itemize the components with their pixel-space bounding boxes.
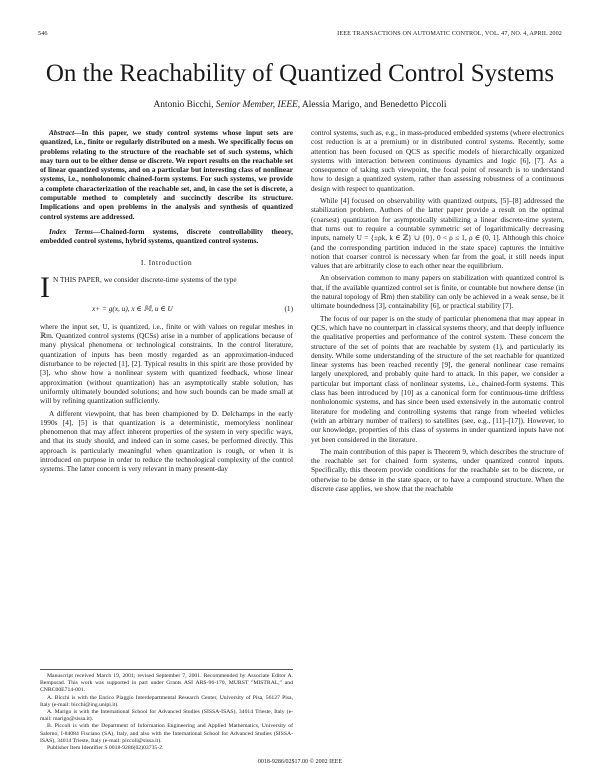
paragraph-while: While [4] focused on observability with quantized outputs, [5]–[8] addressed the stabilization problem. Authors of the latter paper provide a result on the optimal (coarsest) quantization for asymptotically stabilizing a linear discrete-time system, that turns out to require a countable symmetric set of logarithmically decreasing inputs, namely U = {±ρk, k ∈ ℤ} ∪ {0}, 0 < ρ ≤ 1, ρ ∈ (0, 1]. Although this choice (and the corresponding partition induced in the state space) captures the intuitive notion that coarser control is necessary when far from the goal, it still needs input values that are arbitrarily close to each other near the equilibrium. bbox=[311, 196, 564, 271]
abstract bbox=[40, 128, 293, 221]
footnotes bbox=[40, 669, 293, 752]
footnote-marigo: A. Marigo is with the International School for Advanced Studies (SISSA-ISAS), 34014 Trieste, Italy (e-mail: marigo@sissa.it). bbox=[40, 709, 293, 723]
abstract-label: Abstract bbox=[49, 128, 75, 137]
copyright-line: 0018-9286/02$17.00 © 2002 IEEE bbox=[257, 759, 343, 765]
paragraph-main-contribution: The main contribution of this paper is Theorem 9, which describes the structure of the reachable set for chained form systems, under quantized control inputs. Specifically, this theorem provide conditions for the reachable set to be discrete, or otherwise to be dense in the state space, or to have a compound structure. When the discrete case applies, we show that the reachable bbox=[311, 446, 564, 493]
authors-membership: Senior Member, IEEE bbox=[215, 100, 298, 110]
footnote-bicchi: A. Bicchi is with the Enrico Piaggio Interdepartmental Research Center, University of Pisa, 56127 Pisa, Italy (e-mail: bicchi@ing.unipi.it). bbox=[40, 694, 293, 708]
paragraph-focus: The focus of our paper is on the study of particular phenomena that may appear in QCS, which have no counterpart in classical systems theory, and that deeply influence the qualitative properties and performance of the control system. These concern the structure of the set of points that are reachable by system (1), and particularly its density. While some understanding of the structure of the set reachable for quantized linear systems has been reached recently [9], the general nonlinear case remains largely unexplored, and probably quite hard to attack. In this paper, we consider a particular but important class of nonlinear systems, i.e., chained-form systems. This class has been introduced by [10] as a canonical form for continuous-time driftless nonholonomic systems, and has since been used extensively in the automatic control literature for modeling and controlling systems that range from wheeled vehicles (with an arbitrary number of trailers) to satellites (see, e.g., [11]–[17]). However, to our knowledge, properties of this class of systems in under quantized inputs have not yet been considered in the literature. bbox=[311, 313, 564, 444]
authors-part1: Antonio Bicchi, bbox=[153, 100, 216, 110]
index-terms-text: —Chained-form systems, discrete controllability theory, embedded control systems, hybrid systems, quantized control systems. bbox=[40, 226, 293, 246]
footnote-publisher-id: Publisher Item Identifier S 0018-9286(02)03735-2. bbox=[47, 745, 164, 752]
running-head bbox=[38, 30, 562, 40]
journal-header: IEEE TRANSACTIONS ON AUTOMATIC CONTROL, VOL. 47, NO. 4, APRIL 2002 bbox=[337, 30, 562, 37]
footnote-piccoli: B. Piccoli is with the Department of Information Engineering and Applied Mathematics, University of Salerno, I-84084 Fisciano (SA), Italy, and also with the International School for Advanced Studies (SISSA-ISAS), 34014 Trieste, Italy (e-mail: piccoli@sissa.it). bbox=[40, 723, 293, 744]
index-terms-label: Index Terms bbox=[49, 226, 94, 236]
paragraph-continued: control systems, such as, e.g., in mass-produced embedded systems (where electronics cost reduction is at a premium) or in distributed control systems. Recently, some attention has been focused on QCS as specific models of hierarchically organized systems with interaction between continuous dynamics and logic [6], [7]. As a consequence of taking such viewpoint, the focal point of research is to understand how to design a quantized system, rather than assessing robustness of a continuous design with respect to quantization. bbox=[311, 128, 564, 193]
paragraph-input-set: where the input set, U, is quantized, i.e., finite or with values on regular meshes in ℝm. Quantized control systems (QCSs) arise in a number of applications because of many physical phenomena or technological constraints. In the control literature, quantization of inputs has been mostly regarded as an approximation-induced disturbance to be rejected [1], [2]. Typical results in this spirit are those provided by [3], who show how a nonlinear system with quantized feedback, whose linear approximation (without quantization) has an asymptotically stable solution, has uniformly ultimately bounded solutions; and how such bounds can be made small at will by refining quantization sufficiently. bbox=[40, 321, 293, 406]
equation-1 bbox=[40, 304, 293, 317]
paragraph-observation: An observation common to many papers on stabilization with quantized control is that, if the available quantized control set is finite, or countable but nowhere dense (in the natural topology of ℝm) then stability can only be achieved in a weak sense, be it ultimate boundedness [3], containability [6], or practical stability [7]. bbox=[311, 273, 564, 311]
left-column bbox=[40, 128, 293, 474]
section-heading-introduction: I. Introduction bbox=[140, 257, 193, 267]
intro-first-paragraph bbox=[40, 270, 293, 304]
drop-cap: I bbox=[40, 270, 50, 304]
intro-first-text: N THIS PAPER, we consider discrete-time systems of the type bbox=[53, 274, 237, 284]
paper-title: On the Reachability of Quantized Control Systems bbox=[45, 60, 555, 87]
footnote-manuscript: Manuscript received March 19, 2001; revised September 7, 2001. Recommended by Associate Editor A. Bemporad. This work was supported in part under Grants ASI ARS-96-170, MURST "MISTRAL," and CNRC00E714-001. bbox=[40, 673, 293, 694]
right-column bbox=[311, 128, 564, 493]
paragraph-delchamps: A different viewpoint, that has been championed by D. Delchamps in the early 1990s [4], [5] is that quantization is a deterministic, memoryless nonlinear phenomenon that may affect inherent properties of the system in very specific ways, and that its study should, and indeed can in some cases, be performed directly. This approach is particularly meaningful when quantization is rough, or when it is introduced on purpose in order to reduce the technological complexity of the control systems. The latter concern is very relevant in many present-day bbox=[40, 408, 293, 474]
index-terms bbox=[40, 227, 293, 246]
author-line bbox=[20, 100, 580, 111]
page-number: 546 bbox=[38, 30, 48, 37]
equation-number: (1) bbox=[284, 303, 293, 313]
abstract-text: —In this paper, we study control systems whose input sets are quantized, i.e., finite or regularly distributed on a mesh. We specifically focus on problems relating to the structure of the reachable set of such systems, which may turn out to be either dense or discrete. We report results on the reachable set of linear quantized systems, and on a particular but interesting class of nonlinear systems, i.e., nonholonomic chained-form systems. For such systems, we provide a complete characterization of the reachable set, and, in case the set is discrete, a computable method to completely and succinctly describe its structure. Implications and open problems in the analysis and synthesis of quantized control systems are addressed. bbox=[40, 128, 293, 221]
equation-body: x+ = g(x, u), x ∈ 𝕄, u ∈ U bbox=[92, 303, 173, 313]
authors-part2: , Alessia Marigo, and Benedetto Piccoli bbox=[297, 100, 447, 110]
